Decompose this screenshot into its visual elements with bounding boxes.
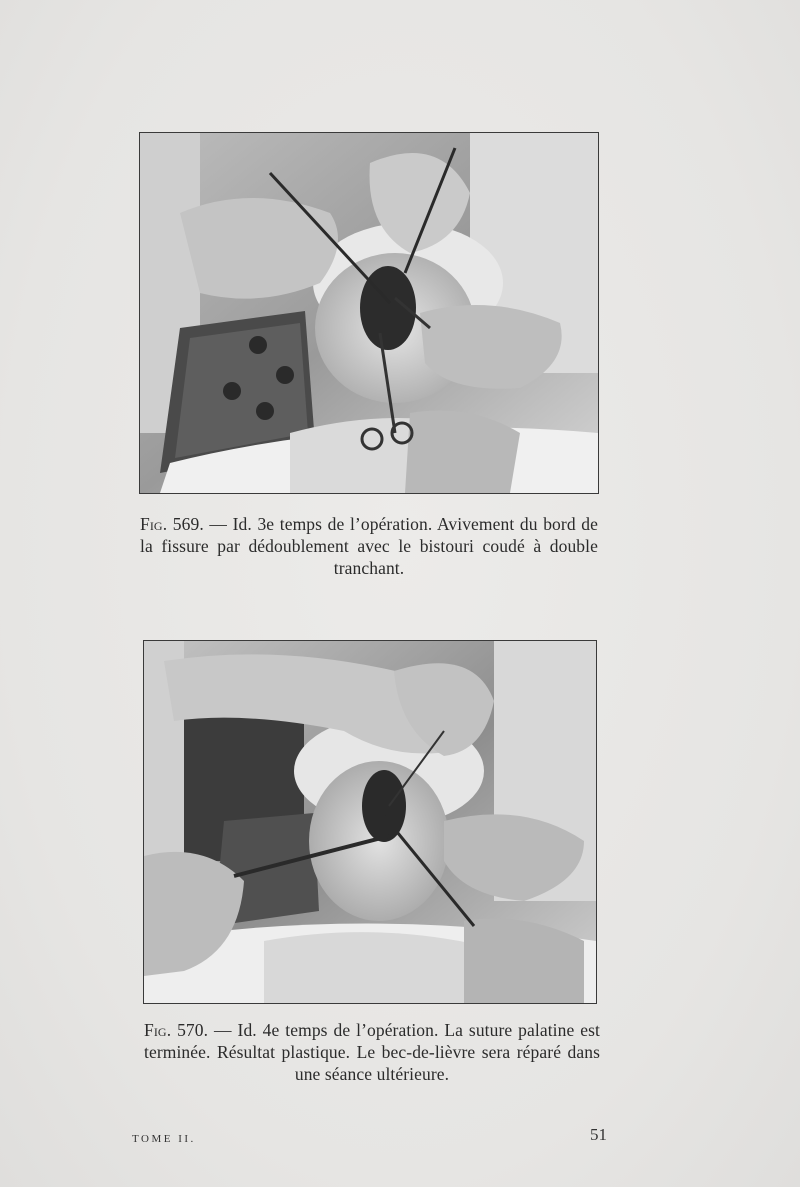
figure-569-caption xyxy=(140,513,598,579)
figure-570-photograph xyxy=(144,641,596,1003)
volume-label: TOME II. xyxy=(132,1133,196,1145)
figure-570-caption-text: — Id. 4e temps de l’opération. La suture palatine est terminée. Résultat plastique. Le bec-de-lièvre sera réparé dans une séance ultérieure. xyxy=(144,1020,601,1084)
figure-569-label: Fig. 569. xyxy=(140,514,204,534)
figure-570-caption xyxy=(144,1019,600,1085)
figure-569-photograph xyxy=(140,133,598,493)
surgery-photo-569 xyxy=(140,133,598,493)
figure-570-label: Fig. 570. xyxy=(144,1020,209,1040)
page-number: 51 xyxy=(590,1125,607,1144)
figure-569-caption-text: — Id. 3e temps de l’opération. Avivement du bord de la fissure par dédoublement avec le bistouri coudé à double tranchant. xyxy=(140,514,598,578)
surgery-photo-570 xyxy=(144,641,596,1003)
